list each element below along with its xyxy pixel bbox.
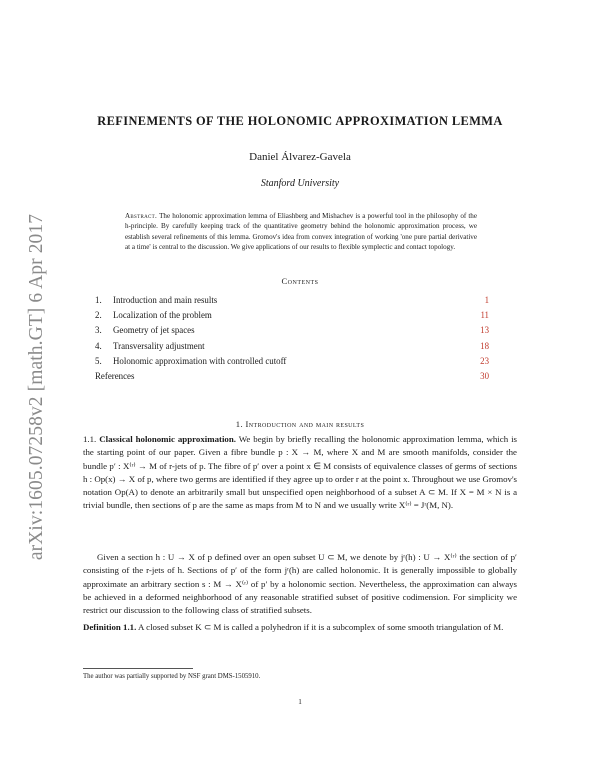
toc-item-number: 1. [95,295,102,305]
toc-references-page-link[interactable]: 30 [480,370,489,381]
definition-text: A closed subset K ⊂ M is called a polyhedron if it is a subcomplex of some smooth triangulation of M. [136,622,504,632]
definition-label: Definition 1.1. [83,622,137,632]
author-affiliation: Stanford University [260,178,340,189]
toc-references-title: References [95,370,135,381]
abstract-label: Abstract. [125,212,158,220]
page-number: 1 [298,698,302,706]
footnote [83,668,517,680]
toc-item-title: Introduction and main results [113,295,218,305]
toc-item-page-link[interactable]: 11 [480,310,489,321]
toc-item[interactable] [95,341,489,356]
toc-item-page-link[interactable]: 13 [480,325,489,336]
definition [83,621,517,634]
footnote-rule [83,668,193,669]
body-paragraph: Given a section h : U → X of p defined over an open subset U ⊂ M, we denote by jʳ(h) : U → X⁽ʳ⁾ the section of p′ consisting of the r-jets of h. Sections of p′ of the form jʳ(h) are called holonomic. It is generally impossible to globally approximate an arbitrary section s : M → X⁽ʳ⁾ of p′ by a holonomic section. Nevertheless, the approximation can always be achieved in a deformed neighborhood of any reasonable stratified subset of positive codimension. For simplicity we restrict our discussion to the following class of stratified subsets. [83,552,517,615]
toc-item-title: Geometry of jet spaces [113,325,195,336]
toc-item-number: 3. [95,325,102,336]
abstract [125,211,477,252]
toc-item[interactable] [95,356,489,371]
author-name: Daniel Álvarez-Gavela [249,151,351,163]
toc-item[interactable] [95,325,489,340]
toc-item-number: 2. [95,310,102,321]
arxiv-identifier: arXiv:1605.07258v2 [math.GT] 6 Apr 2017 [26,213,47,561]
subsection-number: 1.1. [83,434,97,444]
subsection-title: Classical holonomic approximation. [99,434,236,444]
toc-item-number: 5. [95,355,102,366]
subsection-paragraph [83,433,517,513]
toc-references[interactable] [95,371,489,386]
toc-item-title: Holonomic approximation with controlled cutoff [113,355,287,366]
toc-item-number: 4. [95,340,102,351]
table-of-contents [95,295,489,386]
paragraph-text: We begin by briefly recalling the holonomic approximation lemma, which is the starting point of our paper. Given a fibre bundle p : X → M, where X and M are smooth manifolds, consider the bundle p′ : X⁽ʳ⁾ → M of r-jets of p. The fibre of p′ over a point x ∈ M consists of equivalence classes of germs of sections h : Op(x) → X of p, where two germs are identified if they agree up to order r at the point x. Throughout we use Gromov's notation Op(A) to denote an arbitrarily small but unspecified open neighborhood of a subset A ⊂ M. If X = M × N is a trivial bundle, then sections of p are the same as maps from M to N and we usually write X⁽ʳ⁾ = Jʳ(M, N). [83,434,517,511]
paper-title: REFINEMENTS OF THE HOLONOMIC APPROXIMATION LEMMA [97,114,503,128]
toc-item-page-link[interactable]: 18 [480,340,489,351]
toc-item-page-link[interactable]: 23 [480,355,489,366]
toc-item-title: Localization of the problem [113,310,212,321]
toc-item[interactable] [95,310,489,325]
section-heading: 1. Introduction and main results [235,419,365,429]
abstract-text: The holonomic approximation lemma of Eliashberg and Mishachev is a powerful tool in the philosophy of the h-principle. By carefully keeping track of the quantitative geometry behind the holonomic approximation process, we establish several refinements of this lemma. Gromov's idea from convex integration of working 'one pure partial derivative at a time' is central to the discussion. We give applications of our results to flexible symplectic and contact topology. [125,212,477,251]
contents-heading: Contents [281,276,319,286]
footnote-text: The author was partially supported by NSF grant DMS-1505910. [83,673,261,680]
toc-item-title: Transversality adjustment [113,340,205,351]
toc-item[interactable] [95,295,489,310]
toc-item-page-link[interactable]: 1 [484,295,489,305]
